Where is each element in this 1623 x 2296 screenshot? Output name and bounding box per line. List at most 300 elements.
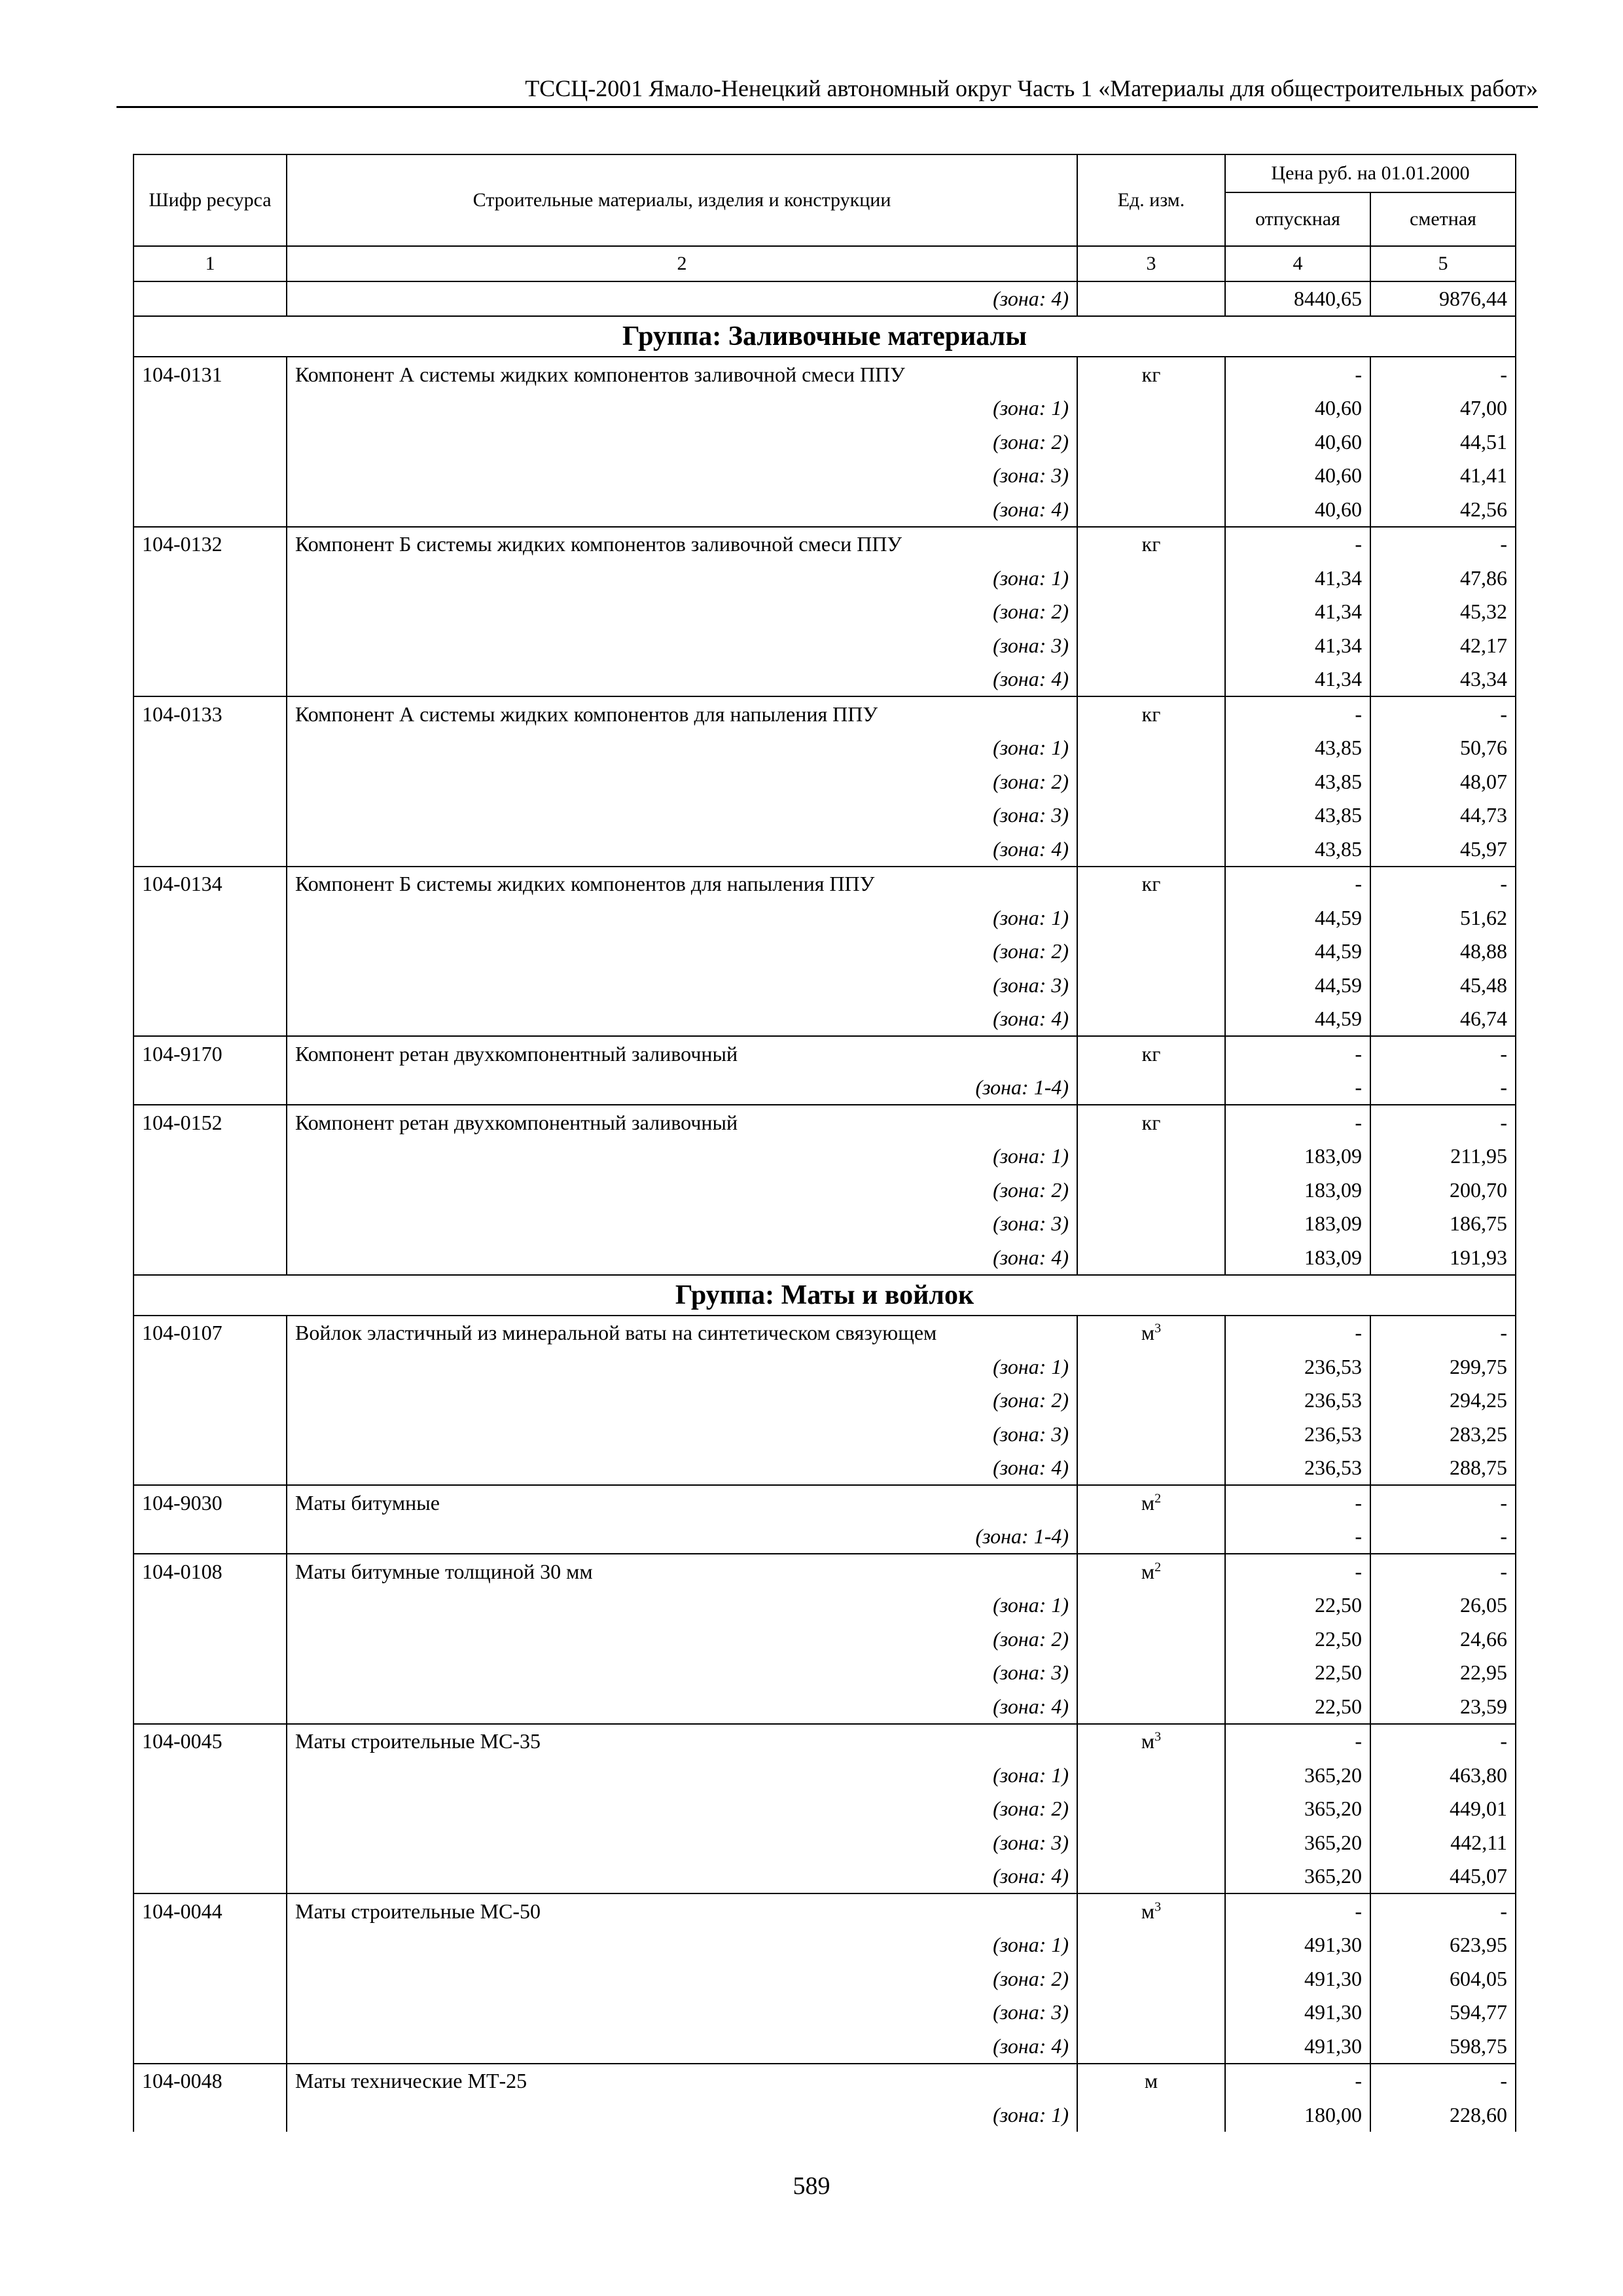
zone-row bbox=[134, 935, 1516, 969]
cell-code bbox=[134, 832, 287, 867]
cell-estimate: 26,05 bbox=[1370, 1588, 1516, 1623]
cell-unit bbox=[1077, 1758, 1225, 1792]
cell-unit bbox=[1077, 1384, 1225, 1418]
cell-code bbox=[134, 1689, 287, 1724]
cell-unit bbox=[1077, 2098, 1225, 2132]
cell-code bbox=[134, 1240, 287, 1275]
cell-zone: (зона: 1) bbox=[287, 1139, 1077, 1174]
zone-row bbox=[134, 1173, 1516, 1207]
zone-row bbox=[134, 1689, 1516, 1724]
unit-text: кг bbox=[1141, 702, 1161, 726]
cell-release: 491,30 bbox=[1225, 2029, 1370, 2064]
cell-name: Войлок эластичный из минеральной ваты на синтетическом связующем bbox=[287, 1316, 1077, 1350]
cell-zone: (зона: 4) bbox=[287, 2029, 1077, 2064]
table-row bbox=[134, 2064, 1516, 2098]
cell-release: 491,30 bbox=[1225, 1962, 1370, 1996]
zone-row bbox=[134, 662, 1516, 697]
cell-zone: (зона: 3) bbox=[287, 1207, 1077, 1241]
unit-text: кг bbox=[1141, 532, 1161, 556]
cell-release: - bbox=[1225, 1316, 1370, 1350]
cell-estimate: - bbox=[1370, 1724, 1516, 1759]
cell-unit bbox=[1077, 901, 1225, 935]
table-body bbox=[134, 281, 1516, 2132]
cell-code: 104-9030 bbox=[134, 1485, 287, 1520]
cell-unit bbox=[1077, 935, 1225, 969]
col-header-unit: Ед. изм. bbox=[1077, 154, 1225, 246]
cell-zone: (зона: 4) bbox=[287, 1002, 1077, 1037]
cell-code bbox=[134, 1928, 287, 1962]
cell-name: Компонент ретан двухкомпонентный заливочный bbox=[287, 1036, 1077, 1071]
cell-release: - bbox=[1225, 2064, 1370, 2098]
cell-code bbox=[134, 281, 287, 317]
unit-exponent: 3 bbox=[1154, 1321, 1162, 1336]
cell-code bbox=[134, 1350, 287, 1384]
col-header-code: Шифр ресурса bbox=[134, 154, 287, 246]
cell-unit bbox=[1077, 1173, 1225, 1207]
zone-row bbox=[134, 1139, 1516, 1174]
cell-code bbox=[134, 1859, 287, 1894]
cell-code bbox=[134, 628, 287, 662]
cell-code: 104-9170 bbox=[134, 1036, 287, 1071]
page-header: ТССЦ-2001 Ямало-Ненецкий автономный округ Часть 1 «Материалы для общестроительных работ» bbox=[116, 71, 1538, 108]
cell-unit bbox=[1077, 1451, 1225, 1486]
zone-row bbox=[134, 1350, 1516, 1384]
zone-row bbox=[134, 1758, 1516, 1792]
cell-estimate: - bbox=[1370, 1316, 1516, 1350]
cell-unit bbox=[1077, 391, 1225, 425]
cell-estimate: 24,66 bbox=[1370, 1622, 1516, 1656]
table-row bbox=[134, 357, 1516, 391]
cell-unit bbox=[1077, 1520, 1225, 1554]
cell-unit bbox=[1077, 2064, 1225, 2098]
cell-estimate: 44,73 bbox=[1370, 798, 1516, 833]
unit-text: м bbox=[1141, 1729, 1155, 1753]
cell-estimate: 42,56 bbox=[1370, 492, 1516, 527]
cell-zone: (зона: 2) bbox=[287, 1173, 1077, 1207]
cell-unit bbox=[1077, 357, 1225, 391]
cell-estimate: 23,59 bbox=[1370, 1689, 1516, 1724]
cell-release: 180,00 bbox=[1225, 2098, 1370, 2132]
cell-release: - bbox=[1225, 1724, 1370, 1759]
col-header-price: Цена руб. на 01.01.2000 bbox=[1225, 154, 1516, 192]
cell-unit bbox=[1077, 1105, 1225, 1139]
cell-unit bbox=[1077, 1588, 1225, 1623]
cell-estimate: 623,95 bbox=[1370, 1928, 1516, 1962]
cell-estimate: 42,17 bbox=[1370, 628, 1516, 662]
cell-release: 491,30 bbox=[1225, 1996, 1370, 2030]
cell-estimate: 299,75 bbox=[1370, 1350, 1516, 1384]
cell-estimate: 50,76 bbox=[1370, 731, 1516, 765]
cell-zone: (зона: 1) bbox=[287, 731, 1077, 765]
cell-release: 365,20 bbox=[1225, 1859, 1370, 1894]
cell-estimate: 45,32 bbox=[1370, 595, 1516, 629]
cell-unit bbox=[1077, 1316, 1225, 1350]
cell-estimate: - bbox=[1370, 527, 1516, 562]
cell-estimate: 283,25 bbox=[1370, 1417, 1516, 1451]
unit-text: м bbox=[1141, 1490, 1155, 1515]
cell-release: 44,59 bbox=[1225, 935, 1370, 969]
cell-estimate: 200,70 bbox=[1370, 1173, 1516, 1207]
cell-estimate: - bbox=[1370, 1036, 1516, 1071]
cell-code bbox=[134, 595, 287, 629]
zone-row bbox=[134, 901, 1516, 935]
zone-row bbox=[134, 731, 1516, 765]
cell-code: 104-0107 bbox=[134, 1316, 287, 1350]
cell-code bbox=[134, 662, 287, 697]
unit-text: м bbox=[1141, 1321, 1155, 1345]
cell-name: Компонент А системы жидких компонентов для напыления ППУ bbox=[287, 696, 1077, 731]
cell-code bbox=[134, 1451, 287, 1486]
cell-estimate: 449,01 bbox=[1370, 1792, 1516, 1826]
zone-row bbox=[134, 1825, 1516, 1859]
cell-zone: (зона: 3) bbox=[287, 1417, 1077, 1451]
zone-row bbox=[134, 561, 1516, 595]
cell-unit bbox=[1077, 798, 1225, 833]
cell-zone: (зона: 1) bbox=[287, 561, 1077, 595]
cell-estimate: 211,95 bbox=[1370, 1139, 1516, 1174]
zone-row bbox=[134, 1384, 1516, 1418]
cell-estimate: 47,00 bbox=[1370, 391, 1516, 425]
cell-code bbox=[134, 561, 287, 595]
cell-release: 43,85 bbox=[1225, 764, 1370, 798]
page-number: 589 bbox=[793, 2172, 830, 2200]
cell-unit bbox=[1077, 459, 1225, 493]
cell-unit bbox=[1077, 561, 1225, 595]
cell-code bbox=[134, 1207, 287, 1241]
unit-exponent: 2 bbox=[1154, 1560, 1162, 1575]
cell-code bbox=[134, 1962, 287, 1996]
carry-over-row bbox=[134, 281, 1516, 317]
col-number: 2 bbox=[287, 246, 1077, 281]
cell-unit bbox=[1077, 1071, 1225, 1105]
cell-release: - bbox=[1225, 1036, 1370, 1071]
unit-exponent: 3 bbox=[1154, 1899, 1162, 1914]
cell-release: 40,60 bbox=[1225, 459, 1370, 493]
cell-estimate: - bbox=[1370, 1485, 1516, 1520]
cell-unit bbox=[1077, 832, 1225, 867]
cell-zone: (зона: 2) bbox=[287, 595, 1077, 629]
cell-release: 44,59 bbox=[1225, 901, 1370, 935]
table-row bbox=[134, 1316, 1516, 1350]
table-row bbox=[134, 867, 1516, 901]
cell-estimate: - bbox=[1370, 1554, 1516, 1588]
cell-code bbox=[134, 935, 287, 969]
cell-code bbox=[134, 1384, 287, 1418]
cell-name: Маты строительные МС-35 bbox=[287, 1724, 1077, 1759]
zone-row bbox=[134, 459, 1516, 493]
cell-estimate: - bbox=[1370, 1105, 1516, 1139]
unit-text: кг bbox=[1141, 362, 1161, 386]
cell-unit bbox=[1077, 1656, 1225, 1690]
col-header-name: Строительные материалы, изделия и конструкции bbox=[287, 154, 1077, 246]
cell-release: 41,34 bbox=[1225, 662, 1370, 697]
cell-code bbox=[134, 1792, 287, 1826]
cell-release: 22,50 bbox=[1225, 1588, 1370, 1623]
cell-code bbox=[134, 1002, 287, 1037]
cell-code: 104-0044 bbox=[134, 1893, 287, 1928]
cell-zone: (зона: 3) bbox=[287, 1656, 1077, 1690]
cell-code bbox=[134, 798, 287, 833]
cell-unit bbox=[1077, 731, 1225, 765]
cell-release: 491,30 bbox=[1225, 1928, 1370, 1962]
zone-row bbox=[134, 1996, 1516, 2030]
cell-release: 183,09 bbox=[1225, 1139, 1370, 1174]
cell-release: 41,34 bbox=[1225, 595, 1370, 629]
unit-exponent: 3 bbox=[1154, 1729, 1162, 1744]
cell-release: - bbox=[1225, 1554, 1370, 1588]
cell-code: 104-0134 bbox=[134, 867, 287, 901]
cell-estimate: 598,75 bbox=[1370, 2029, 1516, 2064]
cell-zone: (зона: 3) bbox=[287, 1996, 1077, 2030]
zone-row bbox=[134, 832, 1516, 867]
table-row bbox=[134, 1724, 1516, 1759]
cell-unit bbox=[1077, 281, 1225, 317]
cell-estimate: 41,41 bbox=[1370, 459, 1516, 493]
zone-row bbox=[134, 1520, 1516, 1554]
unit-text: кг bbox=[1141, 1041, 1161, 1066]
zone-row bbox=[134, 2098, 1516, 2132]
unit-text: м bbox=[1141, 1559, 1155, 1583]
cell-release: 365,20 bbox=[1225, 1792, 1370, 1826]
col-header-estimate: сметная bbox=[1370, 192, 1516, 246]
cell-release: 22,50 bbox=[1225, 1622, 1370, 1656]
cell-unit bbox=[1077, 595, 1225, 629]
cell-code bbox=[134, 1622, 287, 1656]
col-number: 4 bbox=[1225, 246, 1370, 281]
zone-row bbox=[134, 1207, 1516, 1241]
unit-text: кг bbox=[1141, 1110, 1161, 1134]
zone-row bbox=[134, 425, 1516, 459]
cell-estimate: 45,97 bbox=[1370, 832, 1516, 867]
cell-zone: (зона: 4) bbox=[287, 492, 1077, 527]
cell-estimate: 9876,44 bbox=[1370, 281, 1516, 317]
zone-row bbox=[134, 1417, 1516, 1451]
unit-text: м bbox=[1144, 2069, 1158, 2093]
zone-row bbox=[134, 595, 1516, 629]
cell-zone: (зона: 4) bbox=[287, 281, 1077, 317]
cell-zone: (зона: 4) bbox=[287, 1240, 1077, 1275]
cell-unit bbox=[1077, 1622, 1225, 1656]
cell-code bbox=[134, 391, 287, 425]
cell-unit bbox=[1077, 1996, 1225, 2030]
cell-estimate: - bbox=[1370, 2064, 1516, 2098]
cell-code bbox=[134, 1520, 287, 1554]
cell-estimate: 46,74 bbox=[1370, 1002, 1516, 1037]
cell-unit bbox=[1077, 1962, 1225, 1996]
cell-zone: (зона: 3) bbox=[287, 968, 1077, 1002]
cell-unit bbox=[1077, 1724, 1225, 1759]
cell-zone: (зона: 1) bbox=[287, 1588, 1077, 1623]
cell-unit bbox=[1077, 1928, 1225, 1962]
cell-unit bbox=[1077, 1859, 1225, 1894]
cell-unit bbox=[1077, 1792, 1225, 1826]
cell-estimate: - bbox=[1370, 357, 1516, 391]
cell-estimate: 43,34 bbox=[1370, 662, 1516, 697]
cell-name: Компонент А системы жидких компонентов заливочной смеси ППУ bbox=[287, 357, 1077, 391]
cell-estimate: 22,95 bbox=[1370, 1656, 1516, 1690]
cell-zone: (зона: 2) bbox=[287, 764, 1077, 798]
table-row bbox=[134, 1485, 1516, 1520]
cell-unit bbox=[1077, 492, 1225, 527]
cell-code bbox=[134, 1173, 287, 1207]
cell-zone: (зона: 4) bbox=[287, 1689, 1077, 1724]
cell-unit bbox=[1077, 764, 1225, 798]
cell-estimate: 604,05 bbox=[1370, 1962, 1516, 1996]
cell-release: 183,09 bbox=[1225, 1240, 1370, 1275]
cell-code bbox=[134, 1825, 287, 1859]
zone-row bbox=[134, 2029, 1516, 2064]
cell-zone: (зона: 3) bbox=[287, 1825, 1077, 1859]
cell-release: - bbox=[1225, 696, 1370, 731]
cell-unit bbox=[1077, 628, 1225, 662]
cell-code: 104-0108 bbox=[134, 1554, 287, 1588]
cell-code bbox=[134, 1656, 287, 1690]
cell-release: 236,53 bbox=[1225, 1451, 1370, 1486]
cell-unit bbox=[1077, 1240, 1225, 1275]
zone-row bbox=[134, 968, 1516, 1002]
cell-unit bbox=[1077, 696, 1225, 731]
cell-zone: (зона: 2) bbox=[287, 425, 1077, 459]
cell-code: 104-0152 bbox=[134, 1105, 287, 1139]
cell-estimate: - bbox=[1370, 1520, 1516, 1554]
cell-estimate: 442,11 bbox=[1370, 1825, 1516, 1859]
cell-code bbox=[134, 1758, 287, 1792]
cell-release: - bbox=[1225, 1485, 1370, 1520]
col-number: 1 bbox=[134, 246, 287, 281]
col-number: 5 bbox=[1370, 246, 1516, 281]
cell-release: - bbox=[1225, 1105, 1370, 1139]
cell-release: 365,20 bbox=[1225, 1825, 1370, 1859]
cell-code bbox=[134, 425, 287, 459]
cell-code: 104-0131 bbox=[134, 357, 287, 391]
cell-estimate: 48,88 bbox=[1370, 935, 1516, 969]
cell-estimate: 47,86 bbox=[1370, 561, 1516, 595]
cell-estimate: 45,48 bbox=[1370, 968, 1516, 1002]
table-row bbox=[134, 696, 1516, 731]
cell-zone: (зона: 3) bbox=[287, 628, 1077, 662]
cell-release: 43,85 bbox=[1225, 832, 1370, 867]
cell-code: 104-0133 bbox=[134, 696, 287, 731]
cell-release: 365,20 bbox=[1225, 1758, 1370, 1792]
cell-zone: (зона: 2) bbox=[287, 1792, 1077, 1826]
zone-row bbox=[134, 1656, 1516, 1690]
cell-unit bbox=[1077, 1350, 1225, 1384]
cell-code bbox=[134, 764, 287, 798]
cell-release: 22,50 bbox=[1225, 1656, 1370, 1690]
cell-name: Маты строительные МС-50 bbox=[287, 1893, 1077, 1928]
zone-row bbox=[134, 1622, 1516, 1656]
zone-row bbox=[134, 1451, 1516, 1486]
cell-zone: (зона: 2) bbox=[287, 1962, 1077, 1996]
col-number: 3 bbox=[1077, 246, 1225, 281]
cell-unit bbox=[1077, 1689, 1225, 1724]
cell-release: 40,60 bbox=[1225, 492, 1370, 527]
cell-unit bbox=[1077, 662, 1225, 697]
cell-unit bbox=[1077, 867, 1225, 901]
cell-estimate: 191,93 bbox=[1370, 1240, 1516, 1275]
cell-code bbox=[134, 1588, 287, 1623]
cell-estimate: - bbox=[1370, 696, 1516, 731]
cell-name: Маты битумные bbox=[287, 1485, 1077, 1520]
table-row bbox=[134, 1105, 1516, 1139]
cell-release: - bbox=[1225, 1893, 1370, 1928]
cell-estimate: 44,51 bbox=[1370, 425, 1516, 459]
cell-estimate: 228,60 bbox=[1370, 2098, 1516, 2132]
cell-zone: (зона: 2) bbox=[287, 1384, 1077, 1418]
cell-release: 40,60 bbox=[1225, 391, 1370, 425]
cell-unit bbox=[1077, 527, 1225, 562]
cell-code bbox=[134, 1996, 287, 2030]
cell-zone: (зона: 1) bbox=[287, 901, 1077, 935]
cell-code: 104-0132 bbox=[134, 527, 287, 562]
cell-release: 8440,65 bbox=[1225, 281, 1370, 317]
cell-unit bbox=[1077, 1139, 1225, 1174]
cell-zone: (зона: 3) bbox=[287, 798, 1077, 833]
cell-code bbox=[134, 459, 287, 493]
zone-row bbox=[134, 1071, 1516, 1105]
cell-release: 44,59 bbox=[1225, 968, 1370, 1002]
cell-code bbox=[134, 731, 287, 765]
cell-code bbox=[134, 968, 287, 1002]
group-title: Группа: Маты и войлок bbox=[134, 1275, 1516, 1316]
cell-unit bbox=[1077, 968, 1225, 1002]
cell-unit bbox=[1077, 2029, 1225, 2064]
cell-release: 41,34 bbox=[1225, 561, 1370, 595]
cell-release: 40,60 bbox=[1225, 425, 1370, 459]
price-table bbox=[133, 154, 1516, 2132]
cell-release: 44,59 bbox=[1225, 1002, 1370, 1037]
cell-estimate: 445,07 bbox=[1370, 1859, 1516, 1894]
cell-unit bbox=[1077, 1417, 1225, 1451]
unit-exponent: 2 bbox=[1154, 1491, 1162, 1506]
zone-row bbox=[134, 798, 1516, 833]
group-row bbox=[134, 1275, 1516, 1316]
cell-release: - bbox=[1225, 1071, 1370, 1105]
cell-zone: (зона: 1) bbox=[287, 1350, 1077, 1384]
cell-unit bbox=[1077, 1002, 1225, 1037]
cell-estimate: 51,62 bbox=[1370, 901, 1516, 935]
cell-name: Компонент Б системы жидких компонентов для напыления ППУ bbox=[287, 867, 1077, 901]
cell-zone: (зона: 2) bbox=[287, 935, 1077, 969]
cell-zone: (зона: 2) bbox=[287, 1622, 1077, 1656]
cell-zone: (зона: 1) bbox=[287, 1758, 1077, 1792]
cell-release: 22,50 bbox=[1225, 1689, 1370, 1724]
cell-unit bbox=[1077, 1485, 1225, 1520]
cell-zone: (зона: 4) bbox=[287, 662, 1077, 697]
cell-unit bbox=[1077, 1207, 1225, 1241]
cell-zone: (зона: 1) bbox=[287, 391, 1077, 425]
cell-code bbox=[134, 1417, 287, 1451]
cell-release: 183,09 bbox=[1225, 1207, 1370, 1241]
cell-estimate: 463,80 bbox=[1370, 1758, 1516, 1792]
zone-row bbox=[134, 1962, 1516, 1996]
cell-unit bbox=[1077, 1825, 1225, 1859]
cell-zone: (зона: 1) bbox=[287, 1928, 1077, 1962]
cell-unit bbox=[1077, 425, 1225, 459]
cell-release: 183,09 bbox=[1225, 1173, 1370, 1207]
cell-code bbox=[134, 1139, 287, 1174]
cell-estimate: 594,77 bbox=[1370, 1996, 1516, 2030]
group-title: Группа: Заливочные материалы bbox=[134, 316, 1516, 357]
cell-unit bbox=[1077, 1036, 1225, 1071]
cell-zone: (зона: 1-4) bbox=[287, 1520, 1077, 1554]
zone-row bbox=[134, 764, 1516, 798]
zone-row bbox=[134, 391, 1516, 425]
table-row bbox=[134, 527, 1516, 562]
cell-code bbox=[134, 901, 287, 935]
cell-code bbox=[134, 2029, 287, 2064]
unit-text: кг bbox=[1141, 872, 1161, 896]
